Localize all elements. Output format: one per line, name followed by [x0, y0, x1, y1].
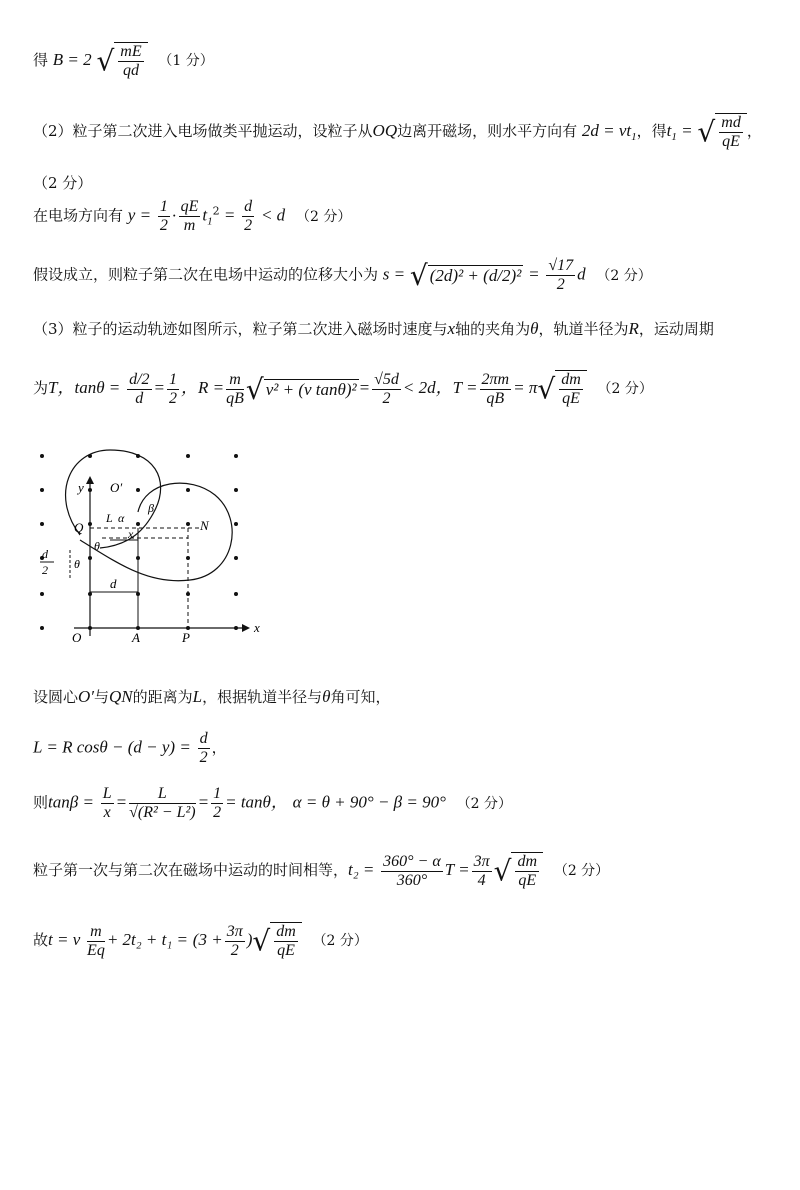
symbol: t [202, 205, 208, 225]
answer-line-5 [33, 257, 652, 294]
fraction-numerator: d/2 [129, 370, 150, 388]
magnetic-field-dots [40, 454, 238, 630]
answer-line-9 [33, 730, 227, 767]
text: ，得 [636, 122, 667, 140]
text: （2）粒子第二次进入电场做类平抛运动，设粒子从 [33, 122, 373, 140]
label-y: y [78, 480, 84, 495]
answer-line-11 [33, 852, 609, 890]
equation: ，R = [181, 378, 225, 397]
equation: < d [260, 205, 286, 225]
trajectory-diagram [30, 440, 270, 660]
fraction-numerator: d [199, 730, 208, 747]
score: （2 分） [456, 795, 513, 812]
text: 故 [33, 931, 49, 949]
text: 为 [33, 379, 49, 397]
answer-line-3 [33, 172, 92, 193]
symbol: O′ [78, 687, 95, 706]
fraction-numerator: mE [120, 43, 142, 60]
trajectory-arc-2 [80, 483, 232, 581]
field-dot [40, 488, 44, 492]
fraction-numerator: qE [180, 198, 199, 215]
radicand: (2d)² + (d/2)² [429, 266, 522, 285]
fraction-denominator: 2 [213, 804, 222, 821]
label-x: x [254, 620, 260, 635]
fraction-denominator: Eq [87, 941, 105, 959]
fraction [225, 923, 245, 960]
fraction [480, 371, 512, 408]
fraction-denominator: √(R² − L²) [129, 804, 196, 821]
text: 与 [94, 688, 110, 706]
fraction-denominator: d [135, 389, 144, 407]
equation: tanβ = [48, 792, 94, 812]
text: ，运动周期 [638, 320, 714, 338]
field-dot [136, 488, 140, 492]
field-dot [40, 626, 44, 630]
fraction-denominator: 2 [382, 389, 391, 407]
radicand: v² + (v tanθ)² [265, 379, 357, 399]
y-axis-arrow [86, 476, 94, 484]
score: （2 分） [295, 208, 352, 225]
fraction-numerator: d [244, 198, 253, 215]
fraction-numerator: md [721, 114, 741, 131]
field-dot [186, 488, 190, 492]
label-theta-1: θ [94, 539, 100, 553]
text: ， [211, 738, 227, 757]
answer-line-4: 在电场方向有 y = $\frac{1}{2}$ · $\frac{qE}{m}$ $t_1^2$ = $\frac{d}{2}$ < d （2 分） [33, 198, 352, 234]
fraction-denominator: 2 [244, 217, 253, 234]
fraction [179, 198, 201, 235]
sqrt-expression: √ $\frac{dm}{qE}$ [537, 370, 586, 408]
equation: ，tanθ = [57, 378, 121, 397]
field-dot [234, 522, 238, 526]
text: 则 [33, 793, 49, 812]
equation: B = 2 [52, 50, 92, 69]
fraction-denominator: 2 [159, 217, 168, 234]
symbol: T [48, 378, 58, 397]
fraction-denominator: 4 [477, 871, 486, 889]
symbol: L [192, 687, 203, 706]
equation: (3 + [192, 930, 223, 949]
fraction [372, 371, 401, 408]
equation: + 2t₂ + t₁ = [106, 930, 189, 949]
text: 假设成立，则粒子第二次在电场中运动的位移大小为 [33, 265, 379, 284]
label-x-segment: x [128, 527, 134, 541]
field-dot [40, 592, 44, 596]
text: 的距离为 [132, 688, 193, 706]
equals: = [358, 378, 371, 397]
fraction-numerator: 360° − α [383, 852, 441, 870]
text: （3）粒子的运动轨迹如图所示，粒子第二次进入磁场时速度与 [33, 320, 448, 338]
fraction-numerator: √5d [374, 370, 399, 388]
equation: < 2d， [402, 378, 453, 397]
score: （2 分） [597, 381, 653, 397]
fraction-denominator: qE [722, 133, 740, 150]
label-N: N [200, 518, 209, 533]
fraction-numerator: L [129, 785, 196, 804]
answer-line-12 [33, 922, 368, 960]
score: （2 分） [553, 863, 610, 879]
fraction [381, 853, 443, 890]
label-alpha: α [118, 511, 125, 525]
fraction [198, 730, 210, 767]
field-dot [186, 522, 190, 526]
answer-line-10 [33, 785, 512, 822]
score: （2 分） [33, 174, 93, 192]
text: 轴的夹角为 [455, 320, 531, 338]
fraction-numerator: dm [276, 923, 296, 940]
score: （1 分） [158, 53, 214, 69]
symbol: QN [109, 687, 133, 706]
field-dot [186, 454, 190, 458]
fraction-numerator: 2πm [481, 370, 510, 388]
text: 得 [33, 51, 49, 69]
score: （2 分） [596, 267, 652, 284]
symbol: θ [530, 319, 539, 338]
field-dot [40, 454, 44, 458]
answer-line-6 [33, 318, 714, 339]
fraction-numerator: 1 [213, 785, 222, 802]
symbol: OQ [372, 121, 398, 140]
field-dot [234, 454, 238, 458]
equals: = [115, 792, 128, 812]
fraction-numerator: L [102, 785, 112, 802]
fraction-denominator: 2 [199, 749, 208, 766]
fraction-numerator: √17 [548, 257, 574, 274]
fraction [211, 785, 223, 822]
label-Q: Q [74, 520, 84, 535]
label-beta: β [148, 501, 154, 515]
field-dot [234, 556, 238, 560]
fraction-denominator: 2 [230, 941, 239, 959]
symbol: d [577, 264, 586, 284]
equals: = [153, 378, 165, 397]
text: 边离开磁场，则水平方向有 [397, 122, 578, 140]
sqrt-expression: √ $\frac{dm}{qE}$ [494, 852, 543, 890]
equation: ) [246, 930, 253, 949]
answer-line-8 [33, 686, 391, 707]
fraction [472, 853, 492, 890]
fraction-numerator: m [226, 371, 244, 390]
fraction-numerator: 3π [226, 922, 243, 940]
equation: 2d = vt [581, 121, 632, 140]
sqrt-expression: √ $\frac{md}{qE}$ [697, 113, 746, 151]
fraction-numerator: dm [517, 853, 538, 870]
equation: = tanθ， [225, 792, 288, 812]
field-dot [234, 592, 238, 596]
fraction-denominator: 360° [396, 871, 428, 889]
equals: = [197, 792, 210, 812]
sqrt-expression: √ $\frac{dm}{qE}$ [252, 922, 301, 960]
fraction-numerator: 1 [169, 370, 177, 388]
fraction-denominator: 2 [556, 276, 565, 293]
fraction-denominator: 2 [169, 389, 177, 407]
equation: T = [452, 378, 478, 397]
fraction [127, 371, 151, 408]
symbol: θ [322, 687, 331, 706]
label-d2-den: 2 [42, 563, 48, 577]
sqrt-expression: √ (2d)² + (d/2)² [409, 259, 522, 292]
score: （2 分） [312, 933, 368, 949]
label-d2-num: d [42, 547, 48, 561]
text: 设圆心 [33, 688, 79, 706]
fraction-denominator: qd [122, 62, 139, 79]
fraction [242, 198, 254, 235]
field-dot [136, 522, 140, 526]
fraction-denominator: m [183, 217, 196, 234]
text: ，轨道半径为 [538, 320, 629, 338]
equation: t = v [48, 930, 81, 949]
fraction-denominator: qE [518, 872, 537, 889]
equation: s = [382, 264, 406, 284]
answer-line-1 [33, 42, 214, 80]
text: 角可知， [330, 688, 391, 706]
fraction-numerator: dm [561, 371, 581, 388]
label-L: L [106, 511, 113, 525]
fraction [158, 198, 170, 235]
equals: = [528, 264, 540, 284]
sqrt-expression: √ $\frac{mE}{qd}$ [96, 42, 147, 80]
label-Oprime: O′ [110, 480, 123, 495]
fraction [167, 371, 179, 408]
text: 粒子第一次与第二次在磁场中运动的时间相等， [33, 861, 349, 879]
fraction-denominator: qB [226, 389, 244, 407]
symbol: x [447, 319, 456, 338]
label-P: P [182, 630, 190, 645]
equation: α = θ + 90° − β = 90° [292, 792, 446, 812]
text: ， [746, 122, 762, 140]
text: ，根据轨道半径与 [202, 688, 323, 706]
label-A: A [132, 630, 140, 645]
equation: = π [513, 378, 538, 397]
sqrt-expression: √ v² + (v tanθ)² [245, 372, 357, 406]
fraction [101, 785, 114, 822]
equation: L = R cosθ − (d − y) = [33, 737, 191, 757]
symbol: t [666, 121, 672, 140]
fraction-denominator: x [103, 804, 111, 821]
field-dot [40, 522, 44, 526]
fraction [87, 923, 105, 960]
fraction [226, 371, 244, 408]
equation: T = [444, 860, 470, 879]
text: 在电场方向有 [33, 206, 124, 225]
equation: t₂ = [348, 860, 375, 879]
fraction [546, 257, 575, 294]
label-theta-2: θ [74, 557, 80, 571]
field-dot [234, 488, 238, 492]
fraction [129, 785, 196, 822]
answer-line-2: （2）粒子第二次进入电场做类平抛运动，设粒子从OQ边离开磁场，则水平方向有 $2d = vt_1$，得$t_1$ = √ $\frac{md}{qE}$ ， [33, 114, 762, 150]
fraction-numerator: m [87, 923, 105, 942]
fraction-numerator: 1 [159, 198, 168, 215]
equation: y = [127, 205, 152, 225]
fraction-denominator: qE [277, 942, 295, 959]
label-O: O [72, 630, 82, 645]
fraction-denominator: qB [486, 389, 505, 407]
fraction-denominator: qE [562, 390, 580, 407]
x-axis-arrow [242, 624, 250, 632]
answer-line-7 [33, 370, 653, 408]
fraction-numerator: 3π [473, 852, 490, 870]
symbol: R [628, 319, 639, 338]
label-d: d [110, 576, 117, 591]
